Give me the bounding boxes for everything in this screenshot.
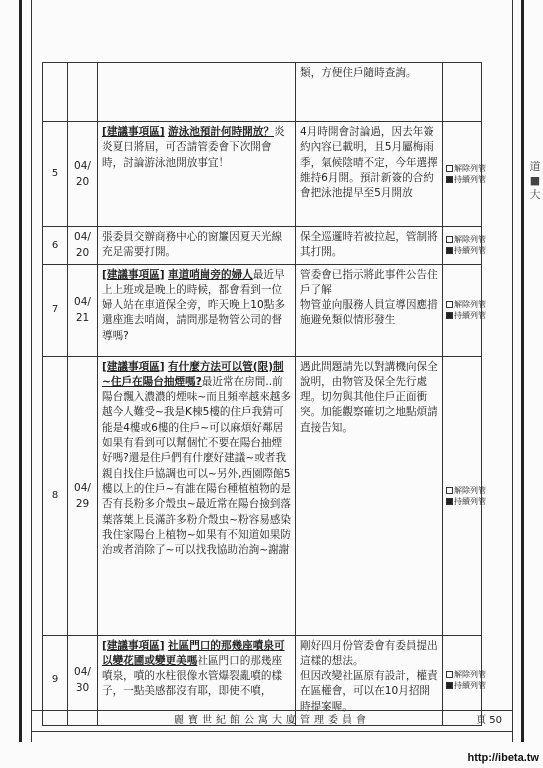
category-tag: [建議事項區] [102,126,165,138]
table-row [43,264,482,356]
response-text: 保全巡邏時若被拉起，管制將其打開。 [300,231,438,259]
page-number: 頁 50 [476,715,502,726]
row-status [443,122,486,227]
date-part: 04/ [74,296,91,309]
status-option[interactable] [446,485,486,496]
table-row [43,356,482,635]
date-part: 20 [75,247,90,260]
row-date [68,356,98,635]
item-title: 有什麼方法可以管(限)制~住戶在陽台抽煙嗎? [102,360,284,388]
item-title: 社區門口的那幾座噴泉可以變花圃或變更美嗎 [102,639,285,667]
status-label: 持續列管 [454,175,486,184]
checkbox-icon[interactable] [446,301,453,308]
item-body: 最近常在房間..前陽台飄入濃濃的煙味~而且頻率越來越多越今人難受~我是K棟5樓的住戶我猜可能是4樓或6樓的住戶~可以麻煩好鄰居如果有看到可以幫個忙不要在陽台抽煙好嗎?還是住戶們有什麼好建議~或者我親自找住戶協調也可以~另外,西園際館5樓以上的住戶~有誰在陽台種植植物的是否有長粉多介殼虫~最近常在陽台撿到落葉落葉上長滿許多粉介殼虫~粉容易感染我住家陽台上植物~如果有不知道如果防治或者消除了~可以找我協助治詢~謝謝 [102,375,291,557]
item-body: 最近早上上班或是晚上的時候，都會看到一位婦人站在車道保全旁，昨天晚上10點多還座進去哨崗，請問那是物管公司的督導嗎? [102,268,285,342]
table-row [43,227,482,265]
response-text: 類，方便住戶隨時查詢。 [300,67,417,79]
status-option[interactable] [446,174,486,185]
checkbox-icon[interactable] [446,487,453,494]
status-label: 解除列管 [454,670,486,680]
status-label: 解除列管 [454,235,486,245]
item-title: 游泳池預計何時開放？ [168,126,274,138]
status-option[interactable] [446,680,486,691]
response-text: 剛好四月份管委會有委員提出這樣的想法。 但因改變社區原有設計，權責在區權會，可以在10月招開時提案喔。 [300,639,438,713]
status-label: 解除列管 [454,164,486,173]
date-part: 04/ [74,160,91,172]
row-number: 9 [43,635,68,725]
checkbox-checked-icon[interactable] [446,312,453,319]
footer-bar [31,710,513,732]
item-body: 社區門口的那幾座噴泉，噴的水柱很像水管爆裂亂噴的樣子，一點美感都沒有耶，即使不噴， [102,654,283,698]
row-date [68,264,98,356]
status-label: 持續列管 [454,681,486,691]
item-title: 車道哨崗旁的婦人 [168,268,253,281]
row-description [98,63,296,122]
checkbox-checked-icon[interactable] [446,247,453,254]
response-text: 4月時開會討論過，因去年簽約內容已載明，且5月屬梅雨季，氣候陰晴不定，今年選擇維持6月開。預計新簽的合約會把泳池提早至5月開放 [300,126,438,200]
row-number: 8 [43,356,68,635]
category-tag: [建議事項區] [102,639,165,652]
date-part: 04/ [74,666,91,679]
item-body: 炎炎夏日將屆，可否請管委會下次開會時，討論游泳池開放事宜！ [102,126,285,169]
row-number [43,63,68,122]
date-part: 04/ [74,481,91,494]
row-description [98,227,296,265]
category-tag: [建議事項區] [102,360,165,373]
status-option[interactable] [446,310,486,321]
status-label: 持續列管 [454,311,486,321]
side-mark: 道■大 [529,160,541,201]
checkbox-checked-icon[interactable] [446,176,453,183]
date-part: 30 [75,682,90,695]
status-option[interactable] [446,299,486,310]
date-part: 20 [75,176,90,188]
row-description [98,356,296,635]
date-part: 04/ [74,231,91,244]
inner-rule-right [512,0,513,742]
row-description [98,264,296,356]
table-row [43,122,482,227]
checkbox-checked-icon[interactable] [446,498,453,505]
row-response [296,63,443,122]
status-option[interactable] [446,234,486,245]
row-number: 5 [43,122,68,227]
category-tag: [建議事項區] [102,268,165,281]
table-row [43,63,482,122]
item-body: 張委員交辦商務中心的窗簾因夏天光線充足需要打開。 [102,231,283,259]
status-option[interactable] [446,163,486,174]
report-table [42,62,486,726]
status-label: 解除列管 [454,485,486,495]
row-response [296,264,443,356]
response-text: 管委會已指示將此事件公告住戶了解 物管並向服務人員宣導因應措施避免類似情形發生 [300,268,438,327]
row-response [296,122,443,227]
checkbox-icon[interactable] [446,236,453,243]
row-response [296,356,443,635]
watermark: http://ibeta.tw [467,752,539,764]
inner-rule-left [31,0,32,742]
date-part: 21 [75,312,90,325]
row-number: 7 [43,264,68,356]
status-option[interactable] [446,245,486,256]
row-number: 6 [43,227,68,265]
footer-org: 麗寶世紀館公寓大廈管理委員會 [174,715,370,726]
response-text: 遇此問題請先以對講機向保全說明，由物管及保全先行處理。切勿與其他住戶正面衝突。加能觀察確切之地點煩請直接告知。 [300,360,438,434]
row-description [98,122,296,227]
row-response [296,227,443,265]
checkbox-checked-icon[interactable] [446,682,453,689]
row-status [443,227,486,265]
checkbox-icon[interactable] [446,671,453,678]
row-status [443,356,486,635]
status-label: 解除列管 [454,300,486,310]
date-part: 29 [75,497,90,510]
row-date [68,63,98,122]
status-option[interactable] [446,496,486,507]
row-status [443,63,482,122]
row-date [68,227,98,265]
row-status [443,264,486,356]
status-label: 持續列管 [454,496,486,506]
status-option[interactable] [446,669,486,680]
checkbox-icon[interactable] [446,165,453,172]
status-label: 持續列管 [454,246,486,256]
row-date [68,122,98,227]
